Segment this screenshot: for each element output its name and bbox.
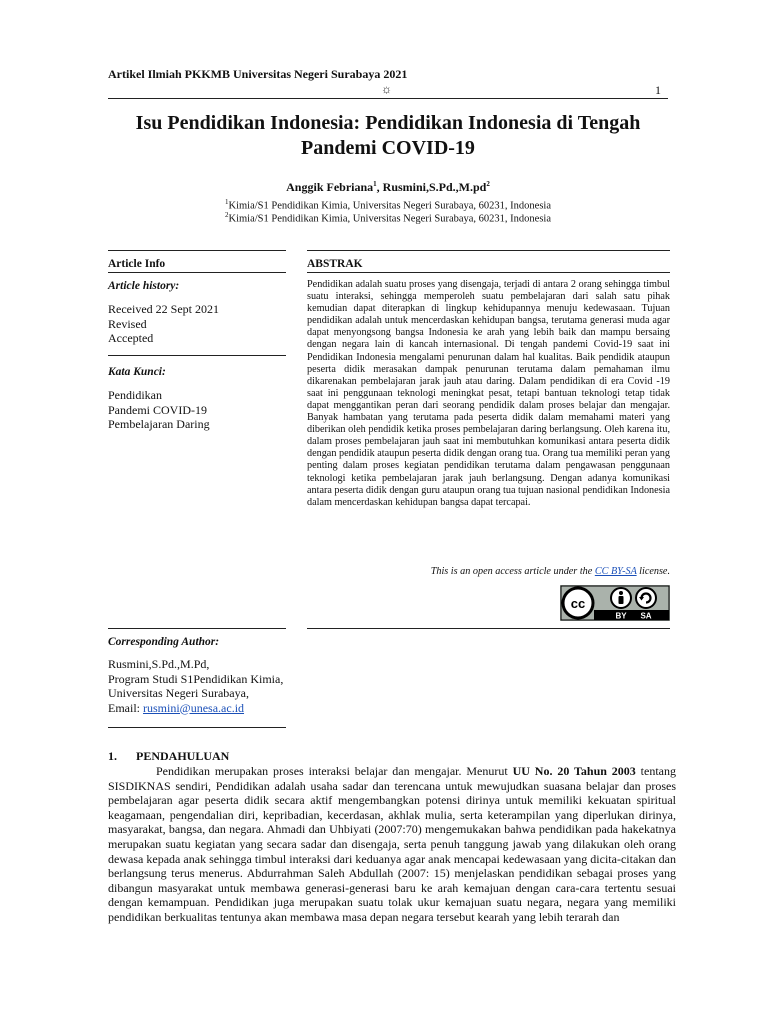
affiliation-1-text: Kimia/S1 Pendidikan Kimia, Universitas Negeri Surabaya, 60231, Indonesia — [228, 200, 552, 212]
section-title: PENDAHULUAN — [136, 749, 230, 763]
person-body — [619, 596, 624, 604]
abstract-text: Pendidikan adalah suatu proses yang disengaja, terjadi di antara 2 orang sehingga timbul suatu interaksi, sehingga memperoleh suatu pembelajaran dari salah satu pihak kemudian dapat diterapkan di lingkup kehidupannya menuju kedewasaan. Tujuan pendidikan adalah untuk mencerdaskan kehidupan bangsa, terutama generasi muda agar dapat menyongsong bangsa Indonesia ke arah yang lebih baik dan mampu bersaing dengan negara lain di kancah internasional. Di tengah pandemi Covid-19 saat ini Pendidikan Indonesia mengalami penurunan dalam hal kualitas. Baik pendidik ataupun peserta didik merasakan dampak penurunan terutama dalam pemahaman ilmu dikarenakan pembelajaran jarak jauh atau daring. Dalam pendidikan di era Covid -19 saat ini penggunaan teknologi meningkat pesat, tetapi bantuan teknologi tetap tidak dapat menggantikan peran dari seorang pendidik dalam proses belajar dan mengajar. Banyak hambatan yang terutama pada peserta didik dalam memahami materi yang diberikan oleh pendidik ketika proses pembelajaran daring berlangsung. Oleh karena itu, dalam proses pembelajaran jauh saat ini membutuhkan komunikasi antara peserta didik dengan pendidik ataupun peserta didik dengan orang tua. Orang tua memiliki peran yang penting dalam proses kegiatan pendidikan terutama dalam pengawasan penggunaan teknologi ketika pembelajaran jarak jauh berlangsung. Dengan adanya komunikasi antara peserta didik dengan guru ataupun orang tua tujuan nasional pendidikan Indonesia dalam mencerdaskan kehidupan bangsa dapat tercapai. — [307, 279, 670, 508]
info-mid-rule — [108, 355, 286, 356]
author-2-sup: 2 — [486, 180, 490, 188]
sun-icon: ☼ — [381, 82, 392, 96]
body-text-part-1: Pendidikan merupakan proses interaksi belajar dan mengajar. Menurut — [156, 764, 513, 778]
person-head — [619, 591, 623, 595]
keyword-item: Pendidikan — [108, 388, 162, 402]
author-separator: , — [376, 180, 383, 194]
info-top-rule — [108, 250, 286, 251]
body-text-law-reference: UU No. 20 Tahun 2003 — [512, 764, 636, 778]
history-accepted: Accepted — [108, 331, 154, 345]
license-link[interactable]: CC BY-SA — [594, 566, 637, 577]
abstract-bottom-rule — [307, 628, 670, 629]
author-line — [108, 180, 668, 195]
corresponding-author-details — [108, 657, 283, 715]
email-label: Email: — [108, 700, 143, 715]
body-text-part-2: tentang SISDIKNAS sendiri, Pendidikan adalah usaha sadar dan terencana untuk mewujudkan suasana belajar dan proses pembelajaran agar peserta didik secara aktif mengembangkan potensi dirinya untuk memiliki kekuatan spiritual keagamaan, pengendalian diri, kepribadian, kecerdasan, akhlak mulia, serta keterampilan yang diperlukan dirinya, masyarakat, bangsa, dan negara. Ahmadi dan Uhbiyati (2007:70) mengemukakan bahwa pendidikan pada hakekatnya merupakan suatu kegiatan yang secara sadar dan disengaja, serta penuh tanggung jawab yang dilakukan oleh orang dewasa kepada anak sehingga timbul interaksi dari keduanya agar anak mencapai kedewasaan yang dicita-citakan dan berlangsung terus menerus. Abdurrahman Saleh Abdullah (2007: 15) menjelaskan pendidikan sebagai proses yang dibangun masyarakat untuk membawa generasi-generasi baru ke arah kemajuan dengan cara-cara tertentu sesuai dengan kemampuan. Pendidikan juga merupakan suatu tolak ukur kemajuan suatu negara, negara yang memiliki pendidikan berkualitas tentunya akan membawa masa depan negara tersebut kearah yang lebih terarah dan — [108, 764, 676, 924]
affiliation-2 — [108, 209, 668, 226]
license-prefix: This is an open access article under the — [430, 566, 595, 577]
article-history-label: Article history: — [108, 280, 180, 292]
affiliation-1-sup: 1 — [224, 198, 229, 206]
abstract-top-rule — [307, 250, 670, 251]
badge-by-label: BY — [615, 611, 627, 621]
info-heading-rule — [108, 272, 286, 273]
article-info-heading: Article Info — [108, 258, 166, 270]
keyword-item: Pandemi COVID-19 — [108, 402, 207, 417]
author-1: Anggik Febriana — [286, 180, 374, 194]
section-heading — [108, 749, 229, 764]
abstract-heading: ABSTRAK — [307, 258, 363, 270]
keyword-item: Pembelajaran Daring — [108, 417, 210, 431]
header-divider — [108, 98, 668, 99]
badge-sa-label: SA — [640, 611, 652, 621]
author-1-sup: 1 — [373, 180, 377, 188]
affiliation-2-sup: 2 — [224, 211, 229, 219]
author-2: Rusmini,S.Pd.,M.pd — [382, 180, 487, 194]
corresponding-bottom-rule — [108, 727, 286, 728]
corresponding-email-line — [108, 701, 283, 716]
share-alike-icon — [636, 588, 656, 608]
section-number: 1. — [108, 749, 117, 763]
keywords-list — [108, 388, 210, 432]
paper-title: Isu Pendidikan Indonesia: Pendidikan Indonesia di Tengah Pandemi COVID-19 — [135, 112, 641, 159]
journal-header: Artikel Ilmiah PKKMB Universitas Negeri Surabaya 2021 — [108, 67, 408, 81]
license-line — [307, 566, 670, 577]
keywords-label: Kata Kunci: — [108, 366, 166, 378]
body-paragraph — [108, 764, 676, 925]
history-received: Received 22 Sept 2021 — [108, 302, 219, 316]
abstract-heading-rule — [307, 272, 670, 273]
license-suffix: license. — [636, 566, 670, 577]
badge-label-bar — [594, 610, 669, 620]
cc-by-sa-badge[interactable] — [560, 585, 670, 621]
history-revised: Revised — [108, 316, 147, 331]
page-number: 1 — [655, 83, 661, 97]
info-bottom-rule — [108, 628, 286, 629]
corresponding-program: Program Studi S1Pendidikan Kimia, — [108, 671, 284, 686]
affiliation-2-text: Kimia/S1 Pendidikan Kimia, Universitas Negeri Surabaya, 60231, Indonesia — [228, 213, 552, 225]
email-link[interactable]: rusmini@unesa.ac.id — [143, 700, 245, 715]
article-history — [108, 302, 219, 346]
corresponding-name: Rusmini,S.Pd.,M.Pd, — [108, 657, 210, 671]
corresponding-author-label: Corresponding Author: — [108, 636, 220, 648]
cc-letters: cc — [570, 596, 586, 611]
corresponding-university: Universitas Negeri Surabaya, — [108, 686, 249, 700]
